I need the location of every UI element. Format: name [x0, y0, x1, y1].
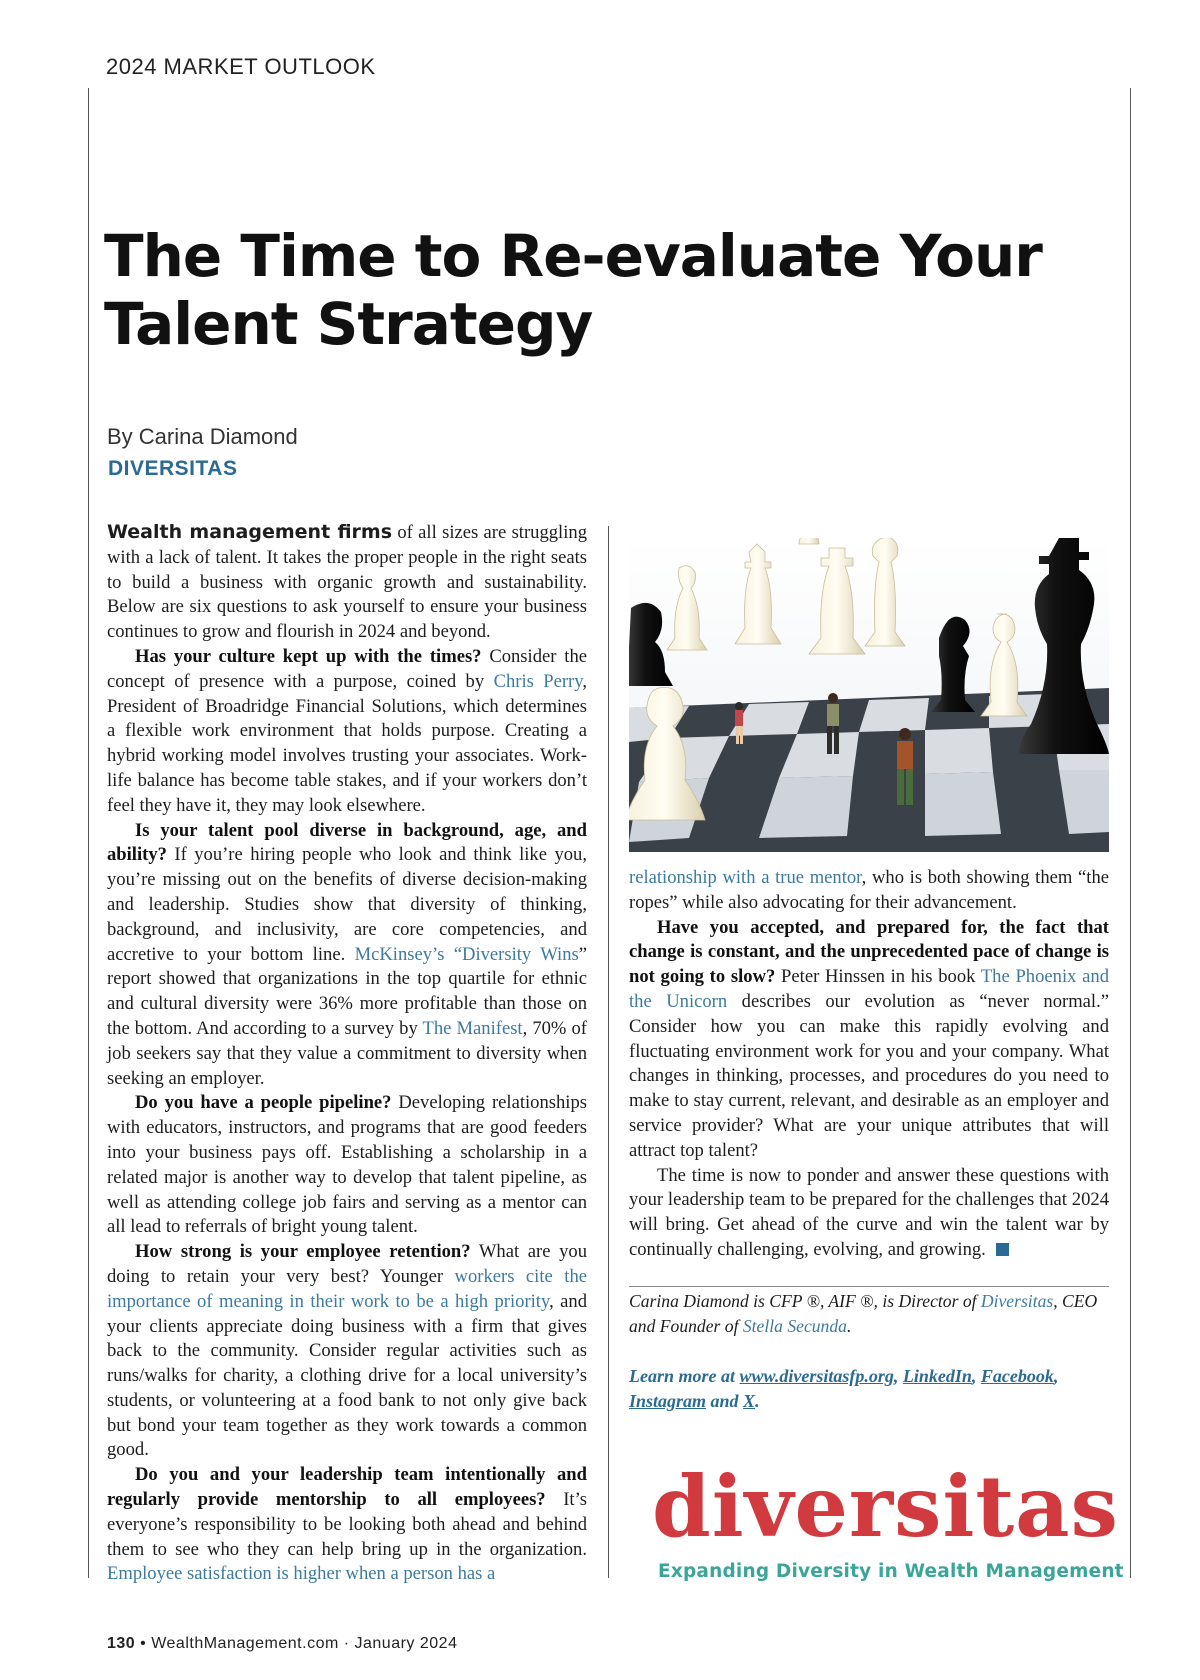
question-heading: Do you have a people pipeline? — [135, 1092, 392, 1114]
paragraph-talent-pool: Is your talent pool diverse in background, age, and ability? If you’re hiring people who look and think like you, you’re missing out on the benefits of diverse decision-making and leadership. Studies show that diversity of thinking, background, and inclusivity, are core competencies, and accretive to your bottom line. McKinsey’s “Diversity Wins” report showed that organizations in the top quartile for ethnic and cultural diversity were 36% more profitable than those on the bottom. And according to a survey by The Manifest, 70% of job seekers say that they value a commitment to diversity when seeking an employer. — [107, 819, 587, 1089]
left-column — [107, 520, 587, 1587]
paragraph-mentor-continued: relationship with a true mentor, who is both showing them “the ropes” while also advocating for their advancement. — [629, 867, 1109, 913]
paragraph-conclusion: The time is now to ponder and answer these questions with your leadership team to be prepared for the challenges that 2024 will bring. Get ahead of the curve and win the talent war by continually challenging, evolving, and growing. — [629, 1164, 1109, 1260]
lead-in: Wealth management firms — [107, 521, 393, 543]
question-heading: Is your talent pool diverse in background, age, and ability? — [107, 819, 587, 866]
chess-board-photo — [629, 538, 1109, 852]
paragraph-intro: Wealth management firms of all sizes are struggling with a lack of talent. It takes the proper people in the right seats to build a business with organic growth and sustainability. Below are six questions to ask yourself to ensure your business continues to grow and flourish in 2024 and beyond. — [107, 521, 587, 643]
author-bio: Carina Diamond is CFP ®, AIF ®, is Director of Diversitas, CEO and Founder of Stella Secunda. — [629, 1291, 1098, 1336]
column-divider-rule — [608, 526, 609, 1578]
link-the-manifest[interactable]: The Manifest — [422, 1017, 523, 1039]
byline: By Carina Diamond — [107, 424, 298, 449]
learn-more: Learn more at www.diversitasfp.org, LinkedIn, Facebook, Instagram and X. — [629, 1366, 1059, 1411]
page-number: 130 — [107, 1635, 136, 1652]
right-divider-rule — [1130, 88, 1131, 1578]
page-footer — [107, 1635, 457, 1653]
article-title: The Time to Re-evaluate Your Talent Strategy — [104, 222, 1042, 358]
paragraph-mentorship: Do you and your leadership team intentionally and regularly provide mentorship to all employees? It’s everyone’s responsibility to be looking both ahead and behind them to see who they can help bring up in the organization. Employee satisfaction is higher when a person has a — [107, 1464, 587, 1585]
link-linkedin[interactable]: LinkedIn — [902, 1366, 972, 1386]
link-diversitas[interactable]: Diversitas — [980, 1291, 1054, 1311]
question-heading: Do you and your leadership team intentionally and regularly provide mentorship to all employees? — [107, 1464, 587, 1511]
footer-bullet: • — [140, 1635, 147, 1652]
diversitas-logo-wordmark: diversitas — [652, 1457, 1119, 1556]
paragraph-change: Have you accepted, and prepared for, the fact that change is constant, and the unprecedented pace of change is not going to slow? Peter Hinssen in his book The Phoenix and the Unicorn describes our evolution as “never normal.” Consider how you can make this rapidly evolving and fluctuating environment work for you and your company. What changes in thinking, processes, and procedures do you need to make to stay current, relevant, and desirable as an employer and service provider? What are your unique attributes that will attract top talent? — [629, 916, 1109, 1161]
question-heading: How strong is your employee retention? — [135, 1241, 471, 1263]
bio-divider — [629, 1286, 1109, 1287]
left-divider-rule — [88, 88, 89, 1578]
footer-publication: WealthManagement.com · January 2024 — [151, 1635, 458, 1652]
paragraph-culture: Has your culture kept up with the times? Consider the concept of presence with a purpose, coined by Chris Perry, President of Broadridge Financial Solutions, which determines a flexible work environment that holds purpose. Creating a hybrid working model involves trusting your associates. Work-life balance has become table stakes, and if your workers don’t feel they have it, they may look elsewhere. — [107, 645, 588, 816]
link-website[interactable]: www.diversitasfp.org — [739, 1366, 894, 1386]
link-x[interactable]: X — [743, 1391, 756, 1411]
right-column — [629, 866, 1109, 1263]
end-mark-icon — [996, 1243, 1009, 1256]
paragraph-pipeline: Do you have a people pipeline? Developing relationships with educators, instructors, and programs that are good feeders into your business pays off. Establishing a scholarship in a related major is another way to develop that talent pipeline, as well as attending college job fairs and serving as a mentor can all lead to referrals of bright young talent. — [107, 1092, 587, 1238]
link-phoenix-unicorn[interactable]: The Phoenix and the Unicorn — [629, 966, 1109, 1012]
section-label: 2024 MARKET OUTLOOK — [106, 54, 376, 79]
link-employee-satisfaction[interactable]: Employee satisfaction is higher when a person has a — [107, 1563, 496, 1585]
question-heading: Has your culture kept up with the times? — [135, 645, 482, 667]
link-meaning-in-work[interactable]: workers cite the importance of meaning in their work to be a high priority — [107, 1265, 587, 1312]
paragraph-retention: How strong is your employee retention? What are you doing to retain your very best? Younger workers cite the importance of meaning in their work to be a high priority, and your clients appreciate doing business with a firm that gives back to the community. Consider regular activities such as runs/walks for charity, a clothing drive for a local university’s students, or volunteering at a food bank to not only give back but bond your team together as they work towards a common good. — [107, 1241, 587, 1461]
author-organization: DIVERSITAS — [108, 457, 238, 480]
link-stella-secunda[interactable]: Stella Secunda — [742, 1316, 847, 1336]
question-heading: Have you accepted, and prepared for, the fact that change is constant, and the unprecedented pace of change is not going to slow? — [629, 916, 1109, 988]
link-true-mentor[interactable]: relationship with a true mentor — [629, 867, 862, 888]
diversitas-logo-tagline: Expanding Diversity in Wealth Management — [658, 1561, 1124, 1582]
link-diversity-wins[interactable]: McKinsey’s “Diversity Wins — [354, 943, 579, 965]
link-chris-perry[interactable]: Chris Perry — [493, 670, 583, 692]
link-instagram[interactable]: Instagram — [629, 1391, 707, 1411]
link-facebook[interactable]: Facebook — [980, 1366, 1054, 1386]
